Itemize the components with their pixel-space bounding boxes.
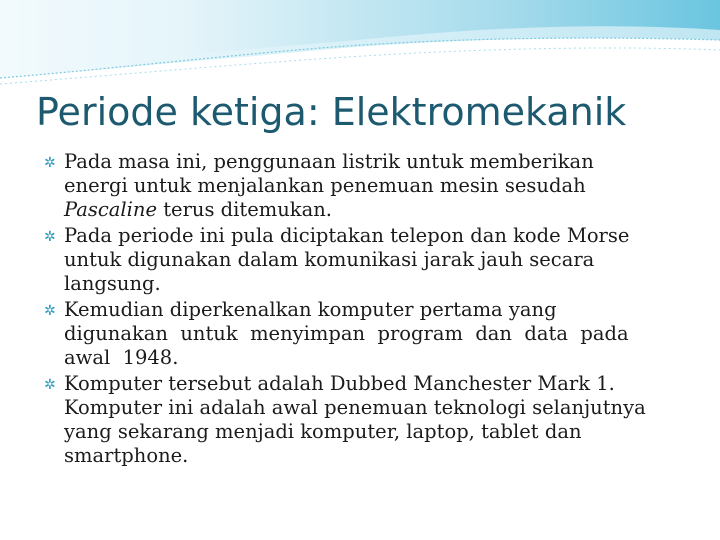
item-text-line: smartphone.: [64, 444, 189, 467]
list-item: [44, 224, 704, 296]
item-text-line: digunakan untuk menyimpan program dan data pada: [64, 322, 629, 345]
item-text-line: Pada masa ini, penggunaan listrik untuk memberikan: [64, 150, 594, 173]
list-item: [44, 150, 704, 222]
list-item: [44, 298, 704, 370]
list-item: [44, 372, 704, 468]
item-text-line: [64, 198, 704, 222]
item-text-line: untuk digunakan dalam komunikasi jarak jauh secara: [64, 248, 595, 271]
item-text-line: Kemudian diperkenalkan komputer pertama yang: [64, 298, 557, 321]
item-text-line: yang sekarang menjadi komputer, laptop, tablet dan: [64, 420, 582, 443]
item-text-line: langsung.: [64, 272, 161, 295]
item-text-line: energi untuk menjalankan penemuan mesin sesudah: [64, 174, 586, 197]
emphasized-term: Pascaline: [64, 198, 157, 221]
bullet-list: [44, 150, 704, 470]
item-text-line: Komputer ini adalah awal penemuan teknologi selanjutnya: [64, 396, 646, 419]
star-bullet-icon: ✲: [44, 303, 56, 319]
item-text-fragment: terus ditemukan.: [157, 198, 333, 221]
item-text-line: awal 1948.: [64, 346, 179, 369]
star-bullet-icon: ✲: [44, 377, 56, 393]
slide-title: Periode ketiga: Elektromekanik: [36, 90, 627, 134]
item-text-line: Pada periode ini pula diciptakan telepon dan kode Morse: [64, 224, 630, 247]
item-text-line: Komputer tersebut adalah Dubbed Manchester Mark 1.: [64, 372, 615, 395]
star-bullet-icon: ✲: [44, 229, 56, 245]
star-bullet-icon: ✲: [44, 155, 56, 171]
decorative-wave-banner: [0, 0, 720, 90]
